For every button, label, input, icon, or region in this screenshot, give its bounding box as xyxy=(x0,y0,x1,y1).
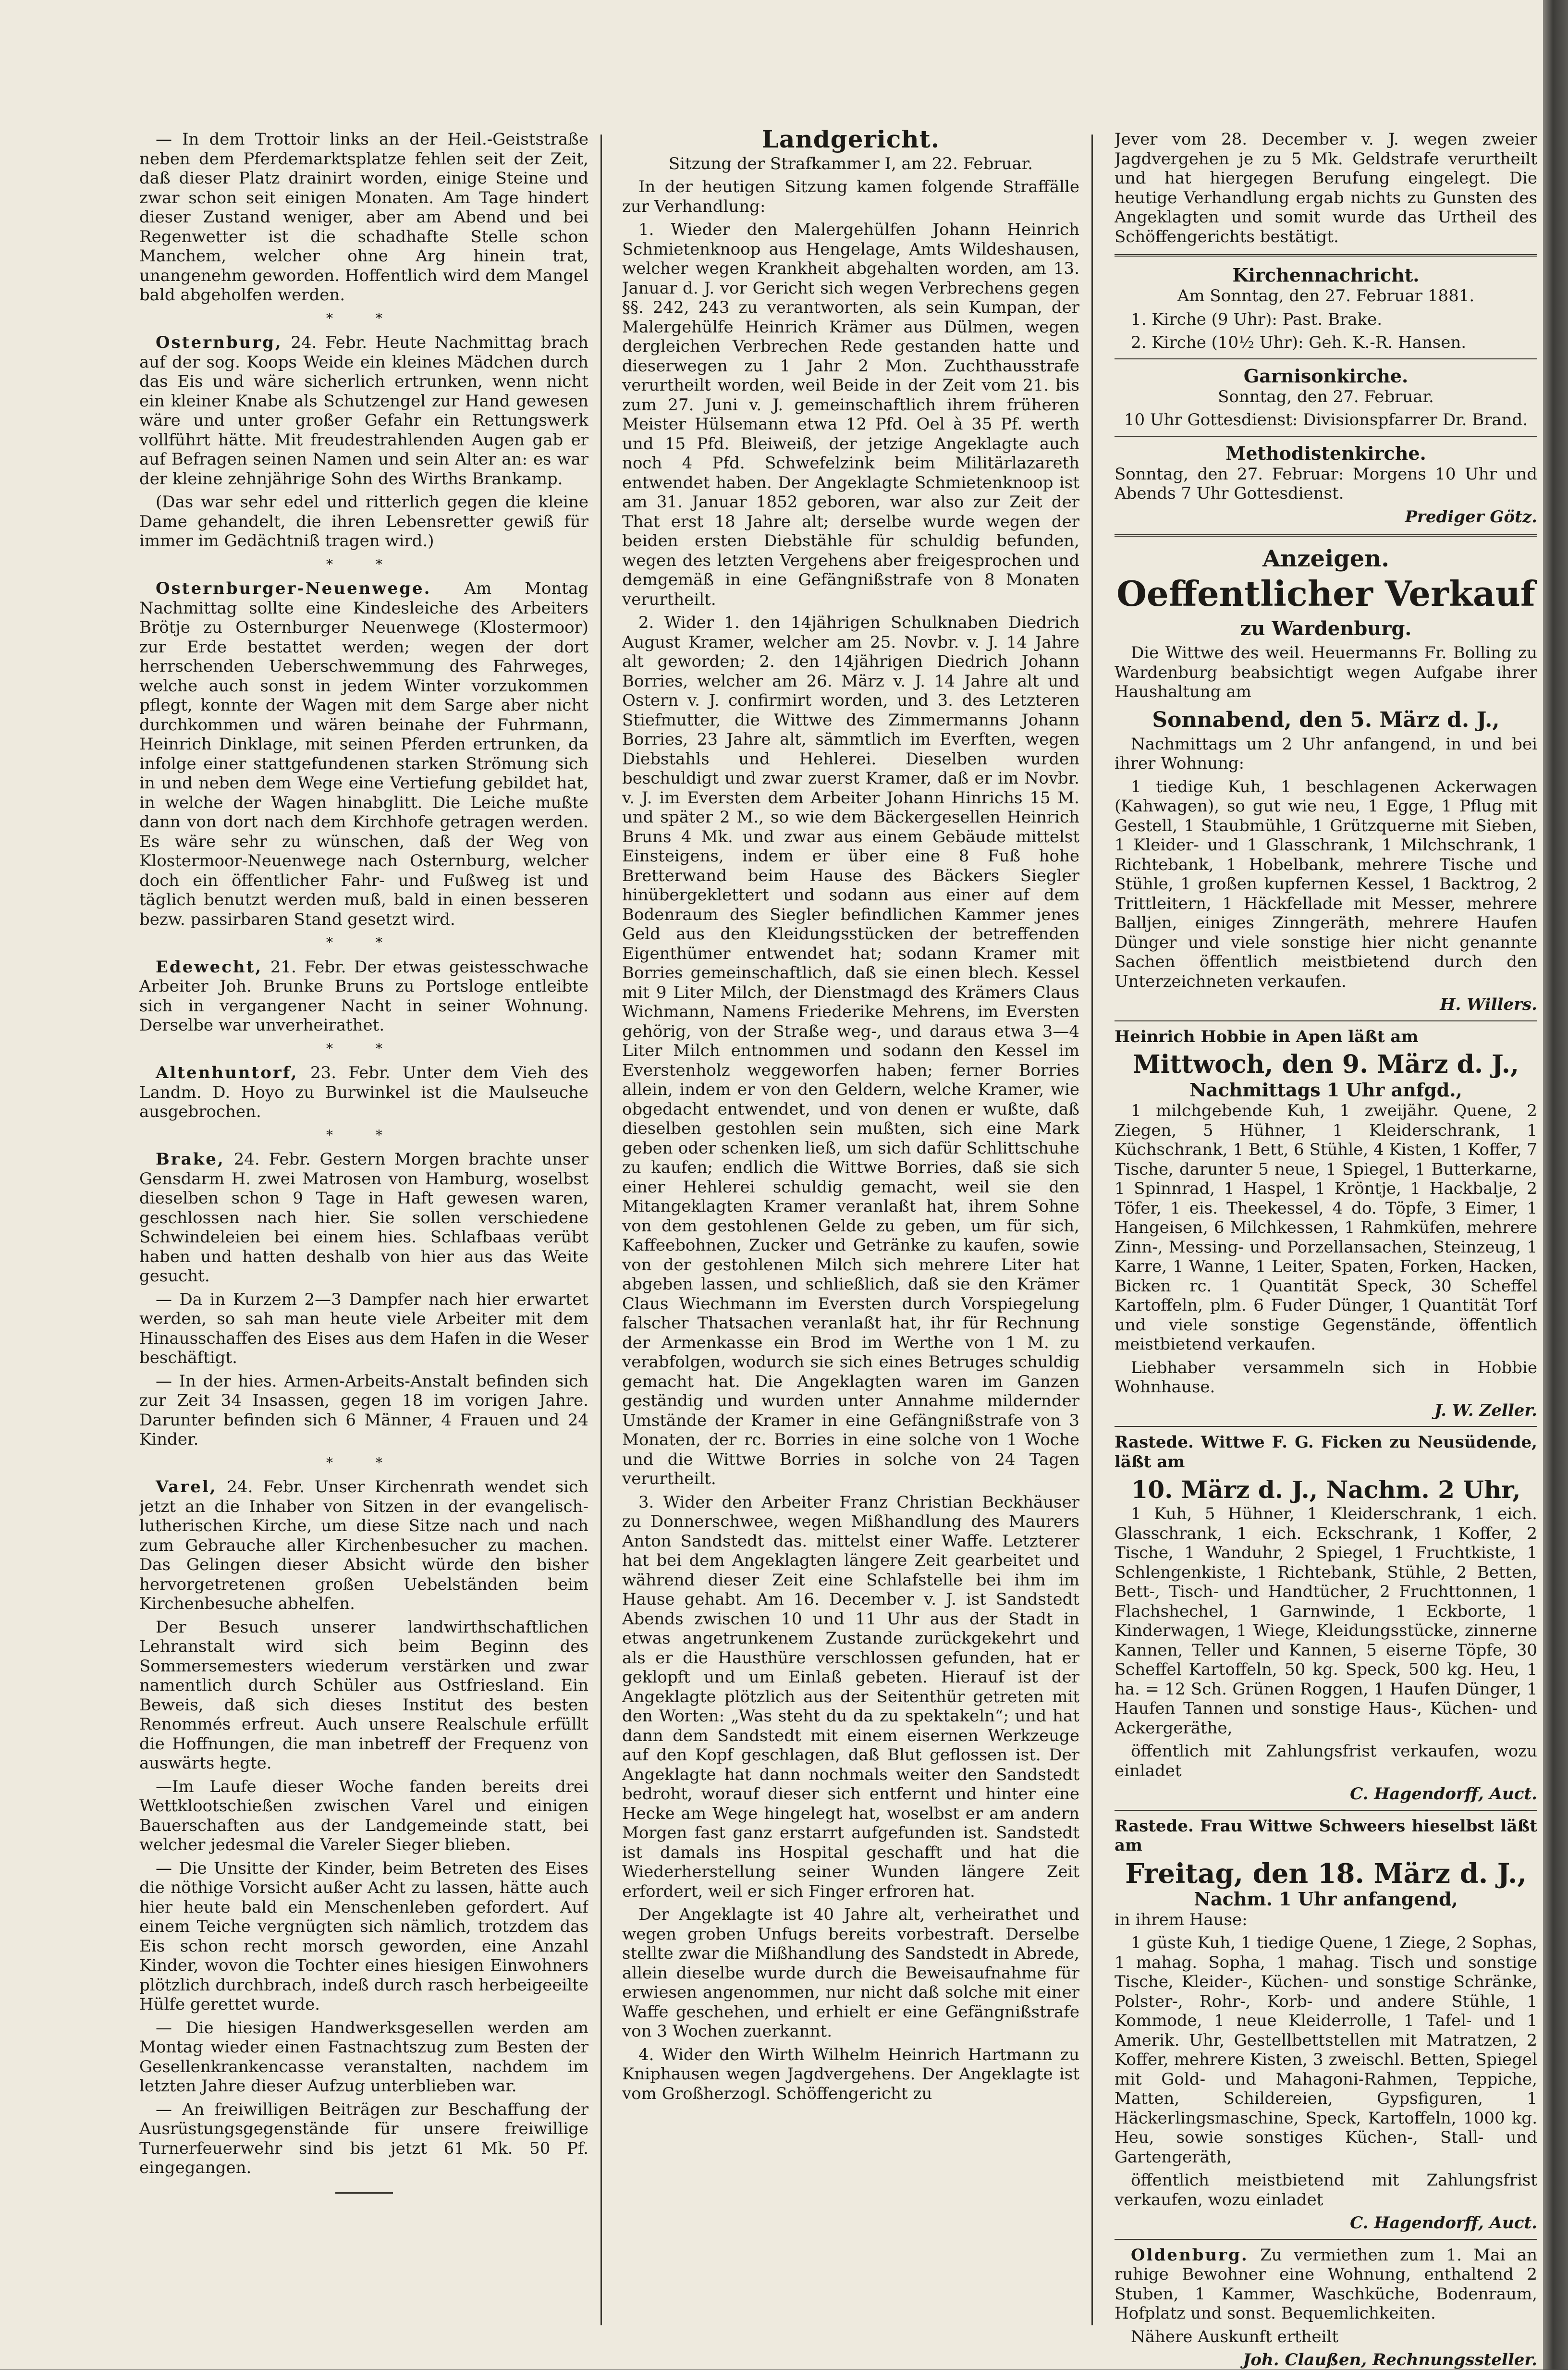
case-2: 2. Wider 1. den 14jährigen Schulknaben Diedrich August Kramer, welcher am 25. Novbr. v. J. 14 Jahre alt geworden; 2. den 14jährigen Diedrich Johann Borries, welcher am 26. März v. J. 14 Jahre alt und Ostern v. J. confirmirt worden, und 3. des Letzteren Stiefmutter, die Wittwe des Zimmermanns Johann Borries, 23 Jahre alt, sämmtlich im Everften, wegen Diebstahls und Hehlerei. Dieselben wurden beschuldigt und zwar zuerst Kramer, daß er im Novbr. v. J. im Eversten dem Arbeiter Johann Hinrichs 15 M. und später 2 M., so wie dem Bäckergesellen Heinrich Bruns 4 Mk. und zwar aus einem Gebäude mittelst Einsteigens, indem er über eine 8 Fuß hohe Bretterwand beim Hause des Bäckers Siegler hinübergeklettert und sodann aus einer auf dem Bodenraum des Siegler befindlichen Kammer jenes Geld aus den Kleidungsstücken der betreffenden Eigenthümer entwendet hat; sodann Kramer mit Borries gemeinschaftlich, daß sie einen blech. Kessel mit 9 Liter Milch, der Dienstmagd des Krämers Claus Wichmann, Namens Friederike Mehrens, im Eversten gehörig, von der Straße weg-, und daraus etwa 3—4 Liter Milch entnommen und sodann den Kessel im Everstenholz weggeworfen haben; ferner Borries allein, indem er von den Geldern, welche Kramer, wie obgedacht entwendet, und von denen er wußte, daß dieselben gestohlen sein mußten, sich eine Mark geben oder schenken ließ, um sich dafür Schlittschuhe zu kaufen; endlich die Wittwe Borries, daß sie sich einer Hehlerei schuldig gemacht, weil sie den Mitangeklagten Kramer veranlaßt hat, ihrem Sohne von dem gestohlenen Gelde zu geben, um für sich, Kaffeebohnen, Zucker und Getränke zu kaufen, sowie von der gestohlenen Milch sich mehrere Liter hat abgeben lassen, und schließlich, daß sie den Krämer Claus Wiechmann im Eversten durch Vorspiegelung falscher Thatsachen veranlaßt hat, ihr für Rechnung der Armenkasse ein Brod im Werthe von 1 M. zu verabfolgen, wodurch sie sich eines Betruges schuldig gemacht hat. Die Angeklagten waren im Ganzen geständig und wurden unter Annahme mildernder Umstände der Kramer in eine Gefängnißstrafe von 3 Monaten, der rc. Borries in eine solche von 1 Woche und die Wittwe Borries in solche von 24 Tagen verurtheilt. xyxy=(622,613,1079,1488)
ad4-time: Nachm. 1 Uhr anfangend, xyxy=(1194,1888,1458,1910)
case-1: 1. Wieder den Malergehülfen Johann Heinrich Schmietenknoop aus Hengelage, Amts Wildeshausen, welcher wegen Krankheit abgehalten worden, am 13. Januar d. J. vor Gericht sich wegen Verbrechens gegen §§. 242, 243 zu verantworten, als sein Kumpan, der Malergehülfe Heinrich Krämer aus Dülmen, wegen dergleichen Verbrechen Rede gestanden hatte und dieserwegen zu 1 Jahr 2 Mon. Zuchthausstrafe verurtheilt worden, weil Beide in der Zeit vom 21. bis zum 27. Juni v. J. gemeinschaftlich ihrem früheren Meister Hülsemann etwa 12 Pfd. Oel à 35 Pf. werth und 15 Pfd. Bleiweiß, der jetzige Angeklagte auch noch 4 Pfd. Schwefelzink beim Militärlazareth entwendet haben. Der Angeklagte Schmietenknoop ist am 31. Januar 1852 geboren, war also zur Zeit der That erst 18 Jahre alt; derselbe wurde wegen der beiden ersten Diebstähle für schuldig befunden, wegen des letzten Vergehens aber freigesprochen und demgemäß in eine Gefängnißstrafe von 8 Monaten verurtheilt. xyxy=(622,220,1079,609)
article-osternburg: Osternburg, 24. Febr. Heute Nachmittag brach auf der sog. Koops Weide ein kleines Mädchen durch das Eis und wäre sicherlich ertrunken, wenn nicht ein kleiner Knabe als Schutzengel zur Hand gewesen wäre und unter großer Gefahr ein Rettungswerk vollführt hätte. Mit freudestrahlenden Augen gab er auf Befragen seinen Namen und sein Alter an: es war der kleine zehnjährige Sohn des Wirths Brankamp. xyxy=(139,333,588,489)
divider xyxy=(1115,436,1537,437)
page-edge xyxy=(1543,0,1568,2370)
divider xyxy=(1115,1810,1537,1811)
ads-heading: Anzeigen. xyxy=(1262,545,1389,572)
divider xyxy=(1115,358,1537,359)
separator-stars: * * xyxy=(326,1040,402,1056)
ad3-signature: C. Hagendorff, Auct. xyxy=(1350,1784,1537,1804)
article-varel-eis: — Die Unsitte der Kinder, beim Betreten des Eises die nöthige Vorsicht außer Acht zu lassen, hätte auch hier heute bald ein Menschenleben gefordert. Auf einem Teiche vergnügten sich nämlich, trotzdem das Eis schon recht morsch geworden, eine Anzahl Kinder, wovon die Tochter eines hiesigen Einwohners plötzlich durchbrach, indeß durch rasch herbeigeeilte Hülfe gerettet wurde. xyxy=(139,1858,588,2014)
methodist-preacher: Prediger Götz. xyxy=(1405,507,1537,527)
column-divider xyxy=(1091,135,1093,2325)
divider xyxy=(1115,1426,1537,1427)
ad2-time: Nachmittags 1 Uhr anfgd., xyxy=(1189,1079,1462,1101)
dateline-osternburg: Osternburg, xyxy=(156,333,282,352)
ad4-signature: C. Hagendorff, Auct. xyxy=(1350,2213,1537,2233)
garrison-church-title: Garnisonkirche. xyxy=(1243,365,1409,387)
dateline-altenhuntorf: Altenhuntorf, xyxy=(156,1063,298,1082)
divider xyxy=(1115,2239,1537,2240)
column-landgericht xyxy=(622,130,1079,2107)
end-rule xyxy=(335,2192,393,2194)
ad1-intro: Die Wittwe des weil. Heuermanns Fr. Bolling zu Wardenburg beabsichtigt wegen Aufgabe ihrer Haushaltung am xyxy=(1115,643,1537,701)
ad5-info: Nähere Auskunft ertheilt xyxy=(1131,2327,1339,2346)
ad2-head: Heinrich Hobbie in Apen läßt am xyxy=(1115,1027,1419,1046)
column-divider xyxy=(600,135,602,2325)
separator-stars: * * xyxy=(326,934,402,950)
ad3-items: 1 Kuh, 5 Hühner, 1 Kleiderschrank, 1 eich. Glasschrank, 1 eich. Eckschrank, 1 Koffer, 2 Tische, 1 Wanduhr, 2 Spiegel, 1 Fruchtkiste, 1 Schlengenkiste, 1 Richtebank, Stühle, 2 Betten, Bett-, Tisch- und Handtücher, 2 Fruchttonnen, 1 Flachshechel, 1 Garnwinde, 1 Eckborte, 1 Kinderwagen, 1 Wiege, Kleidungsstücke, zinnerne Kannen, Teller und Kannen, 5 eiserne Töpfe, 30 Scheffel Kartoffeln, 50 kg. Speck, 500 kg. Heu, 1 ha. = 12 Sch. Grünen Roggen, 1 Haufen Dünger, 1 Haufen Tannen und sonstige Haus-, Küchen- und Ackergeräthe, xyxy=(1115,1504,1537,1738)
article-altenhuntorf: Altenhuntorf, 23. Febr. Unter dem Vieh des Landm. D. Hoyo zu Burwinkel ist die Maulseuche ausgebrochen. xyxy=(139,1063,588,1121)
article-varel: Varel, 24. Febr. Unser Kirchenrath wendet sich jetzt an die Inhaber von Sitzen in der evangelisch-lutherischen Kirche, um diese Sitze nach und nach zum Gebrauche aller Kirchenbesucher zu machen. Das Gelingen dieser Absicht würde den bisher hervorgetretenen großen Uebelständen beim Kirchenbesuche abhelfen. xyxy=(139,1477,588,1613)
ad2-signature: J. W. Zeller. xyxy=(1434,1400,1537,1420)
ad3-text: öffentlich mit Zahlungsfrist verkaufen, wozu einladet xyxy=(1115,1742,1537,1781)
ad1-time: Nachmittags um 2 Uhr anfangend, in und bei ihrer Wohnung: xyxy=(1115,734,1537,773)
case-4: 4. Wider den Wirth Wilhelm Heinrich Hartmann zu Kniphausen wegen Jagdvergehens. Der Angeklagte ist vom Großherzogl. Schöffengericht zu xyxy=(622,2045,1079,2103)
methodist-church-title: Methodistenkirche. xyxy=(1225,442,1426,464)
article-edewecht: Edewecht, 21. Febr. Der etwas geistesschwache Arbeiter Joh. Brunke Bruns zu Portsloge entleibte sich in vergangener Nacht in seiner Wohnung. Derselbe war unverheirathet. xyxy=(139,957,588,1035)
ad3-date: 10. März d. J., Nachm. 2 Uhr, xyxy=(1131,1475,1521,1504)
article-varel-lehranstalt: Der Besuch unserer landwirthschaftlichen Lehranstalt wird sich beim Beginn des Sommersemesters wiederum verstärken und zwar namentlich durch Schüler aus Ostfriesland. Ein Beweis, daß sich dieses Institut des besten Renommés erfreut. Auch unsere Realschule erfüllt die Hoffnungen, die man inbetreff der Frequenz von auswärts hegte. xyxy=(139,1617,588,1773)
session-intro: In der heutigen Sitzung kamen folgende Straffälle zur Verhandlung: xyxy=(622,177,1079,216)
divider xyxy=(1115,254,1537,257)
divider xyxy=(1115,1020,1537,1021)
ad2-date: Mittwoch, den 9. März d. J., xyxy=(1133,1050,1519,1079)
dateline-edewecht: Edewecht, xyxy=(156,957,263,977)
case-3-verdict: Der Angeklagte ist 40 Jahre alt, verheirathet und wegen groben Unfugs bereits vorbestraft. Derselbe stellte zwar die Mißhandlung des Sandstedt in Abrede, allein dieselbe wurde durch die Beweisaufnahme für erwiesen angenommen, nur nicht daß solche mit einer Waffe geschehen, und erhielt er eine Gefängnißstrafe von 3 Wochen zuerkannt. xyxy=(622,1905,1079,2041)
article-varel-klootschiessen: —Im Laufe dieser Woche fanden bereits drei Wettklootschießen zwischen Varel und einigen Bauerschaften aus der Landgemeinde statt, bei welcher jedesmal die Vareler Sieger blieben. xyxy=(139,1777,588,1854)
ad5-rental: Oldenburg. Zu vermiethen zum 1. Mai an ruhige Bewohner eine Wohnung, enthaltend 2 Stuben, 1 Kammer, Waschküche, Bodenraum, Hofplatz und sonst. Bequemlichkeiten. xyxy=(1115,2245,1537,2323)
separator-stars: * * xyxy=(326,1454,402,1471)
column-local-news xyxy=(139,130,588,2194)
ad4-text: öffentlich meistbietend mit Zahlungsfrist verkaufen, wozu einladet xyxy=(1115,2171,1537,2210)
article-varel-fastnacht: — Die hiesigen Handwerksgesellen werden am Montag wieder einen Fastnachtszug zum Besten der Gesellenkrankencasse veranstalten, nachdem im letzten Jahre dieser Aufzug unterblieben war. xyxy=(139,2018,588,2096)
methodist-church-service: Sonntag, den 27. Februar: Morgens 10 Uhr und Abends 7 Uhr Gottesdienst. xyxy=(1115,464,1537,503)
church-service-2: 2. Kirche (10½ Uhr): Geh. K.-R. Hansen. xyxy=(1131,333,1467,352)
ad4-items: 1 güste Kuh, 1 tiedige Quene, 1 Ziege, 2 Sophas, 1 mahag. Sopha, 1 mahag. Tisch und sonstige Tische, Kleider-, Küchen- und sonstige Schränke, Polster-, Rohr-, Korb- und andere Stühle, 1 Kommode, 1 neue Kleiderrolle, 1 Tafel- und 1 Amerik. Uhr, Gestellbettstellen mit Matratzen, 2 Koffer, mehrere Kisten, 3 zweischl. Betten, Spiegel mit Gold- und Mahagoni-Rahmen, Teppiche, Matten, Schildereien, Gypsfiguren, 1 Häckerlingsmaschine, Speck, Kartoffeln, 1000 kg. Heu, sowie sonstiges Küchen-, Stall- und Gartengeräth, xyxy=(1115,1933,1537,2167)
dateline-brake: Brake, xyxy=(156,1150,225,1169)
garrison-church-date: Sonntag, den 27. Februar. xyxy=(1218,387,1434,406)
ad2-note: Liebhaber versammeln sich in Hobbie Wohnhause. xyxy=(1115,1358,1537,1397)
dateline-varel: Varel, xyxy=(156,1477,217,1497)
ad5-signature: Joh. Claußen, Rechnungssteller. xyxy=(1243,2350,1537,2370)
article-brake: Brake, 24. Febr. Gestern Morgen brachte unser Gensdarm H. zwei Matrosen von Hamburg, woselbst dieselben schon 9 Tage in Haft gewesen waren, geschlossen nach hier. Sie sollen verschiedene Schwindeleien bei einem hies. Schlafbaas verübt haben und hatten deshalb von hier aus das Weite gesucht. xyxy=(139,1150,588,1286)
ad1-signature: H. Willers. xyxy=(1440,995,1537,1014)
ad2-items: 1 milchgebende Kuh, 1 zweijähr. Quene, 2 Ziegen, 5 Hühner, 1 Kleiderschrank, 1 Küchschrank, 1 Bett, 6 Stühle, 4 Kisten, 1 Koffer, 7 Tische, darunter 5 neue, 1 Spiegel, 1 Butterkarne, 1 Spinnrad, 1 Haspel, 1 Kröntje, 1 Hackbalje, 2 Töfer, 1 eis. Theekessel, 4 do. Töpfe, 3 Eimer, 1 Hangeisen, 6 Milchkessen, 1 Rahmküfen, mehrere Zinn-, Messing- und Porzellansachen, Steinzeug, 1 Karre, 1 Wanne, 1 Leiter, Spaten, Forken, Hacken, Bicken rc. 1 Quantität Speck, 30 Scheffel Kartoffeln, plm. 6 Fuder Dünger, 1 Quantität Torf und viele sonstige Gegenstände, öffentlich meistbietend verkaufen. xyxy=(1115,1101,1537,1354)
case-3: 3. Wider den Arbeiter Franz Christian Beckhäuser zu Donnerschwee, wegen Mißhandlung des Maurers Anton Sandstedt das. mittelst einer Waffe. Letzterer hat bei dem Angeklagten längere Zeit gearbeitet und während dieser Zeit eine Schlafstelle bei ihm im Hause gehabt. Am 16. December v. J. ist Sandstedt Abends zwischen 10 und 11 Uhr aus der Stadt in etwas angetrunkenem Zustande zurückgekehrt und als er die Hausthüre verschlossen gefunden, hat er geklopft und um Einlaß gebeten. Hierauf ist der Angeklagte plötzlich aus der Seitenthür getreten mit den Worten: „Was steht du da zu spektakeln“; und hat dann dem Sandstedt mit einem eisernen Werkzeuge auf den Kopf geschlagen, daß Blut geflossen ist. Der Angeklagte hat dann nochmals weiter den Sandstedt bedroht, worauf dieser sich entfernt und hinter eine Hecke am Wege hingelegt hat, woselbst er am andern Morgen fast ganz erstarrt aufgefunden ist. Sandstedt ist damals ins Hospital geschafft und hat die Wiederherstellung seiner Wunden längere Zeit erfordert, weil er sich Finger erfroren hat. xyxy=(622,1492,1079,1901)
ad4-head: Rastede. Frau Wittwe Schweers hieselbst läßt am xyxy=(1115,1816,1537,1855)
ad3-head: Rastede. Wittwe F. G. Ficken zu Neusüdende, läßt am xyxy=(1115,1433,1537,1472)
separator-stars: * * xyxy=(326,556,402,572)
ad1-title: Oeffentlicher Verkauf xyxy=(1116,573,1535,614)
case-4-continued: Jever vom 28. December v. J. wegen zweier Jagdvergehen je zu 5 Mk. Geldstrafe verurtheilt und hat hiergegen Berufung eingelegt. Die heutige Verhandlung ergab nichts zu Gunsten des Angeklagten und somit wurde das Urtheil des Schöffengerichts bestätigt. xyxy=(1115,130,1537,246)
article-neuenwege: Osternburger-Neuenwege. Am Montag Nachmittag sollte eine Kindesleiche des Arbeiters Brötje zu Osternburger Neuenwege (Klostermoor) zur Erde bestattet werden; wegen der dort herrschenden Ueberschwemmung des Fahrweges, welche auch sonst in jedem Winter vorzukommen pflegt, konnte der Wagen mit dem Sarge aber nicht durchkommen und wären beinahe der Fuhrmann, Heinrich Dinklage, mit seinen Pferden ertrunken, da infolge einer stattgefundenen starken Strömung sich in und neben dem Wege eine Vertiefung gebildet hat, in welche der Wagen hinabglitt. Die Leiche mußte dann von dort nach dem Kirchhofe getragen werden. Es wäre sehr zu wünschen, daß der Weg von Klostermoor-Neuenwege nach Osternburg, welcher doch ein öffentlicher Fahr- und Fußweg ist und täglich benutzt werden muß, bald in einen besseren bezw. passirbaren Stand gesetzt wird. xyxy=(139,579,588,929)
ad1-place: zu Wardenburg. xyxy=(1240,617,1412,640)
ad1-items: 1 tiedige Kuh, 1 beschlagenen Ackerwagen (Kahwagen), so gut wie neu, 1 Egge, 1 Pflug mit Gestell, 1 Staubmühle, 1 Grützquerne mit Sieben, 1 Kleider- und 1 Glasschrank, 1 Milchschrank, 1 Richtebank, 1 Hobelbank, mehrere Tische und Stühle, 1 großen kupfernen Kessel, 1 Backtrog, 2 Trittleitern, 1 Häckfellade mit Messer, mehrere Balljen, einiges Zinngeräth, mehrere Haufen Dünger und viele sonstige hier nicht genannte Sachen öffentlich meistbietend durch den Unterzeichneten verkaufen. xyxy=(1115,777,1537,991)
church-notice-title: Kirchennachricht. xyxy=(1232,264,1420,286)
church-service-1: 1. Kirche (9 Uhr): Past. Brake. xyxy=(1131,309,1383,329)
section-title-landgericht: Landgericht. xyxy=(761,130,940,153)
article-brake-dampfer: — Da in Kurzem 2—3 Dampfer nach hier erwartet werden, so sah man heute viele Arbeiter mit dem Hinausschaffen des Eises aus dem Hafen in die Weser beschäftigt. xyxy=(139,1289,588,1367)
article-varel-feuerwehr: — An freiwilligen Beiträgen zur Beschaffung der Ausrüstungsgegenstände für unsere freiwillige Turnerfeuerwehr sind bis jetzt 61 Mk. 50 Pf. eingegangen. xyxy=(139,2100,588,2177)
garrison-church-service: 10 Uhr Gottesdienst: Divisionspfarrer Dr. Brand. xyxy=(1124,410,1528,430)
ad4-date: Freitag, den 18. März d. J., xyxy=(1125,1857,1527,1890)
dateline-neuenwege: Osternburger-Neuenwege. xyxy=(156,579,431,598)
column-notices xyxy=(1115,130,1537,2370)
separator-stars: * * xyxy=(326,310,402,326)
divider xyxy=(1115,534,1537,537)
separator-stars: * * xyxy=(326,1127,402,1143)
article-brake-anstalt: — In der hies. Armen-Arbeits-Anstalt befinden sich zur Zeit 34 Insassen, gegen 18 im vorigen Jahre. Darunter befinden sich 6 Männer, 4 Frauen und 24 Kinder. xyxy=(139,1371,588,1449)
session-subtitle: Sitzung der Strafkammer I, am 22. Februar. xyxy=(668,154,1033,173)
church-notice-date: Am Sonntag, den 27. Februar 1881. xyxy=(1177,286,1475,306)
ad4-where: in ihrem Hause: xyxy=(1115,1910,1248,1929)
article-trottoir: — In dem Trottoir links an der Heil.-Geiststraße neben dem Pferdemarktsplatze fehlen seit der Zeit, daß dieser Platz drainirt worden, einige Steine und zwar schon seit einigen Monaten. Am Tage hindert dieser Zustand weniger, aber am Abend und bei Regenwetter ist die schadhafte Stelle schon Manchem, welcher ohne Arg hinein trat, unangenehm geworden. Hoffentlich wird dem Mangel bald abgeholfen werden. xyxy=(139,130,588,305)
article-osternburg-note: (Das war sehr edel und ritterlich gegen die kleine Dame gehandelt, die ihren Lebensretter gewiß für immer im Gedächtniß tragen wird.) xyxy=(139,492,588,551)
ad5-place: Oldenburg. xyxy=(1131,2245,1249,2265)
ad1-date: Sonnabend, den 5. März d. J., xyxy=(1152,707,1500,732)
